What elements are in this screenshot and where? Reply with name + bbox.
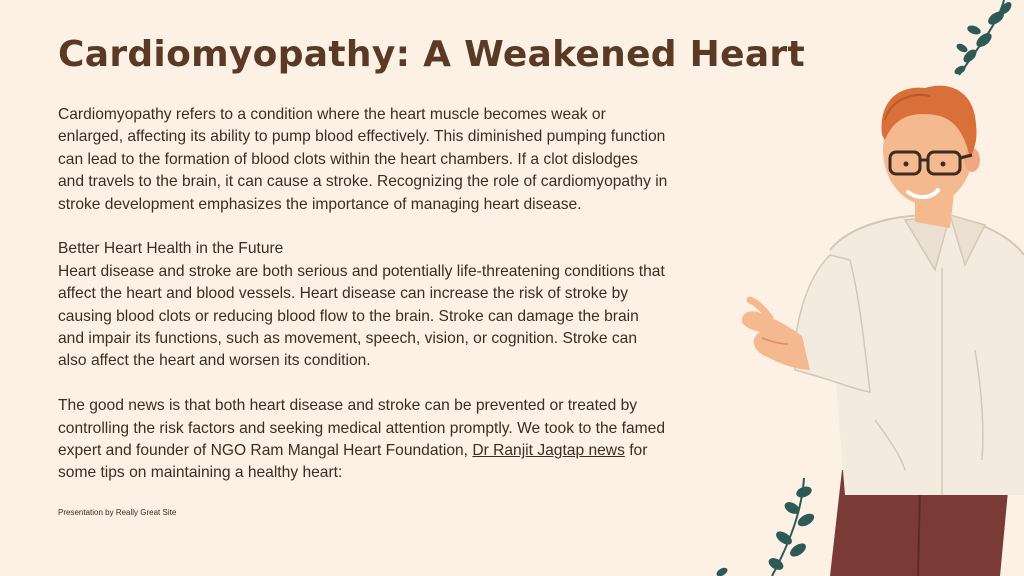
paragraph-good-news-end: for some tips on maintaining a healthy heart:	[58, 442, 648, 482]
footer-credit: Presentation by Really Great Site	[58, 508, 177, 517]
leaf-sprig-bottom-icon	[712, 478, 822, 576]
subheading: Better Heart Health in the Future	[58, 240, 284, 258]
body-text	[58, 104, 668, 485]
paragraph-cardiomyopathy: Cardiomyopathy refers to a condition where the heart muscle becomes weak or enlarged, affecting its ability to pump blood effectively. This diminished pumping function can lead to the formation of blood clots within the heart chambers. If a clot dislodges and travels to the brain, it can cause a stroke. Recognizing the role of cardiomyopathy in stroke development emphasizes the importance of managing heart disease.	[58, 106, 668, 213]
paragraph-good-news	[58, 395, 668, 485]
dr-ranjit-jagtap-link[interactable]: Dr Ranjit Jagtap news	[472, 442, 625, 460]
paragraph-good-news-text: The good news is that both heart disease and stroke can be prevented or treated by controlling the risk factors and seeking medical attention promptly. We took to the famed expert and founder of NGO Ram Mangal Heart Foundation,	[58, 397, 666, 460]
paragraph-heart-disease-stroke: Heart disease and stroke are both serious and potentially life-threatening conditions that affect the heart and blood vessels. Heart disease can increase the risk of stroke by causing blood clots or reducing blood flow to the brain. Stroke can damage the brain and impair its functions, such as movement, speech, vision, or cognition. Stroke can also affect the heart and worsen its condition.	[58, 262, 665, 370]
slide-title: Cardiomyopathy: A Weakened Heart	[58, 34, 805, 75]
